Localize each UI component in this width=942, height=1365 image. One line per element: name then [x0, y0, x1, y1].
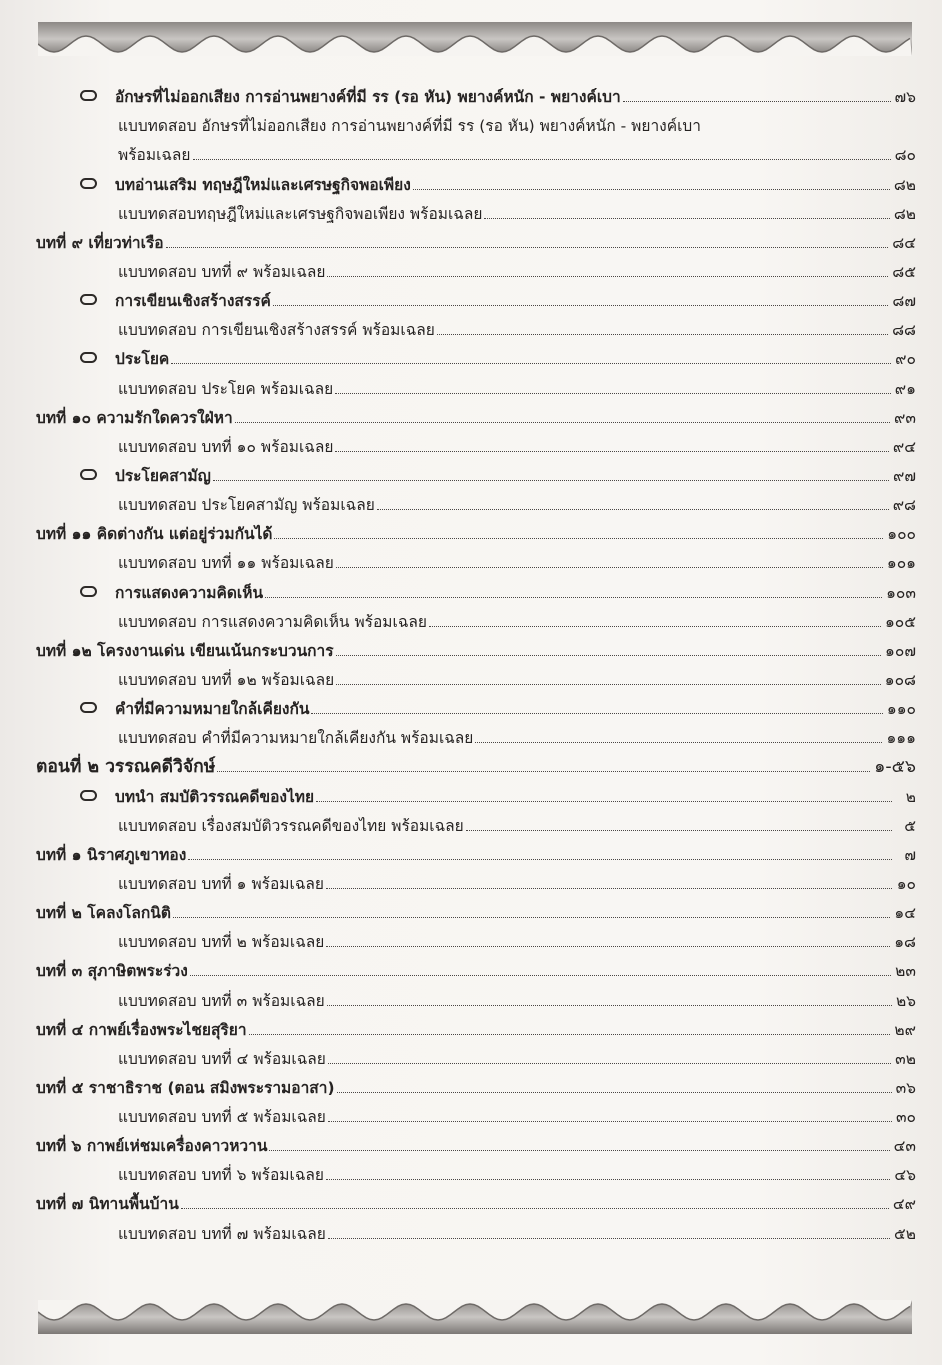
entry-label: บทที่ ๑ นิราศภูเขาทอง: [36, 845, 187, 864]
toc-entry-test: [36, 1042, 916, 1071]
entry-title: [36, 962, 188, 983]
entry-title: [118, 321, 435, 342]
dot-leader: [249, 1033, 891, 1035]
entry-title: [118, 875, 324, 896]
entry-label: บทที่ ๙ เที่ยวท่าเรือ: [36, 233, 164, 252]
entry-title: [118, 671, 334, 692]
dot-leader: [213, 479, 889, 481]
page-number: ๒๓: [895, 962, 916, 981]
toc-entry-test: [36, 546, 916, 575]
entry-title: [118, 992, 325, 1013]
entry-label: แบบทดสอบ บทที่ ๒ พร้อมเฉลย: [118, 933, 325, 952]
dot-leader: [336, 654, 881, 656]
entry-title: [80, 700, 309, 721]
dot-leader: [328, 1062, 891, 1064]
entry-label: แบบทดสอบ การเขียนเชิงสร้างสรรค์ พร้อมเฉลย: [118, 321, 435, 340]
page-number: ๗๖: [894, 88, 916, 107]
toc-entry-chapter: [36, 838, 916, 867]
entry-label: แบบทดสอบ บทที่ ๑๑ พร้อมเฉลย: [118, 554, 334, 573]
entry-label: แบบทดสอบ บทที่ ๑๐ พร้อมเฉลย: [118, 437, 334, 456]
entry-title: [80, 176, 411, 197]
page-number: ๔๖: [894, 1166, 916, 1185]
page-number: ๓๐: [895, 1108, 916, 1127]
dot-leader: [377, 508, 889, 510]
dot-leader: [181, 1207, 889, 1209]
bullet-icon: [80, 702, 97, 713]
page-number: ๑๘: [894, 933, 916, 952]
bullet-icon: [80, 352, 97, 363]
toc-entry-topic: [36, 692, 916, 721]
entry-label: บทที่ ๑๑ คิดต่างกัน แต่อยู่ร่วมกันได้: [36, 525, 273, 544]
toc-entry-chapter: [36, 401, 916, 430]
entry-label: บทที่ ๗ นิทานพื้นบ้าน: [36, 1195, 179, 1214]
page-number: ๑๐๘: [884, 670, 916, 689]
entry-label: แบบทดสอบ บทที่ ๖ พร้อมเฉลย: [118, 1166, 324, 1185]
entry-label: ประโยค: [115, 350, 170, 369]
entry-title: [118, 933, 324, 954]
entry-title: [118, 729, 473, 750]
entry-label: แบบทดสอบ บทที่ ๕ พร้อมเฉลย: [118, 1108, 326, 1127]
dot-leader: [327, 275, 888, 277]
toc-entry-chapter: [36, 634, 916, 663]
page-number: ๑๐๓: [886, 583, 916, 602]
toc-entry-test: [36, 925, 916, 954]
entry-title: [36, 525, 272, 546]
toc-entry-topic: [36, 779, 916, 808]
toc-entry-chapter: [36, 226, 916, 255]
dot-leader: [265, 596, 882, 598]
entry-title: [80, 292, 271, 313]
entry-title: [118, 205, 482, 226]
entry-label: แบบทดสอบ คำที่มีความหมายใกล้เคียงกัน พร้อมเฉลย: [118, 729, 474, 748]
dot-leader: [437, 333, 888, 335]
entry-label: บทอ่านเสริม ทฤษฎีใหม่และเศรษฐกิจพอเพียง: [115, 175, 411, 194]
entry-title: [80, 584, 263, 605]
dot-leader: [326, 1178, 890, 1180]
dot-leader: [484, 217, 889, 219]
bullet-icon: [80, 178, 97, 189]
table-of-contents: [36, 80, 916, 1246]
toc-entry-chapter: [36, 896, 916, 925]
dot-leader: [327, 1004, 892, 1006]
entry-label: บทที่ ๓ สุภาษิตพระร่วง: [36, 962, 188, 981]
page-number: ๗: [904, 845, 916, 864]
page-number: ๘๒: [893, 175, 916, 194]
dot-leader: [269, 1149, 889, 1151]
toc-entry-part: [36, 750, 916, 779]
dot-leader: [328, 1237, 890, 1239]
entry-title: [80, 467, 211, 488]
dot-leader: [336, 683, 881, 685]
dot-leader: [328, 1120, 892, 1122]
entry-label: แบบทดสอบ บทที่ ๑๒ พร้อมเฉลย: [118, 670, 335, 689]
bullet-icon: [80, 469, 97, 480]
page-number: ๑-๕๖: [874, 757, 916, 778]
dot-leader: [336, 566, 883, 568]
page-number: ๘๔: [892, 233, 916, 252]
page-number: ๑๐๕: [884, 612, 916, 631]
page-number: ๑๐๑: [886, 554, 916, 573]
entry-label: แบบทดสอบ บทที่ ๓ พร้อมเฉลย: [118, 991, 325, 1010]
entry-label: ประโยคสามัญ: [115, 466, 211, 485]
page-number: ๙๗: [892, 466, 916, 485]
entry-label: การเขียนเชิงสร้างสรรค์: [115, 292, 271, 311]
entry-title: [36, 642, 334, 663]
entry-title: [118, 1050, 326, 1071]
entry-title: [36, 1079, 335, 1100]
toc-entry-test: [36, 867, 916, 896]
dot-leader: [316, 800, 892, 802]
toc-entry-chapter: [36, 1013, 916, 1042]
bullet-icon: [80, 90, 97, 101]
page-number: ๒๙: [894, 1020, 916, 1039]
entry-title: [36, 758, 215, 779]
entry-title: [118, 1166, 324, 1187]
toc-entry-test: [36, 1158, 916, 1187]
toc-entry-chapter: [36, 517, 916, 546]
dot-leader: [188, 858, 892, 860]
bullet-icon: [80, 586, 97, 597]
page-number: ๔๙: [892, 1195, 916, 1214]
entry-label: แบบทดสอบทฤษฎีใหม่และเศรษฐกิจพอเพียง พร้อมเฉลย: [118, 204, 483, 223]
entry-title: [118, 380, 333, 401]
toc-entry-test: [36, 605, 916, 634]
page-number: ๓๒: [895, 1049, 916, 1068]
page-number: ๙๐: [895, 350, 916, 369]
toc-entry-topic: [36, 459, 916, 488]
page-number: ๙๘: [892, 496, 916, 515]
dot-leader: [326, 887, 892, 889]
entry-title: [80, 788, 314, 809]
page-number: ๑๐๐: [887, 525, 916, 544]
dot-leader: [429, 625, 881, 627]
entry-label: แบบทดสอบ ประโยคสามัญ พร้อมเฉลย: [118, 496, 375, 515]
entry-label: บทที่ ๑๒ โครงงานเด่น เขียนเน้นกระบวนการ: [36, 641, 334, 660]
entry-label: แบบทดสอบ บทที่ ๑ พร้อมเฉลย: [118, 874, 324, 893]
page-number: ๘๐: [894, 146, 916, 165]
page-number: ๓๖: [895, 1078, 916, 1097]
toc-entry-topic: [36, 342, 916, 371]
dot-leader: [311, 712, 882, 714]
page-number: ๙๓: [894, 408, 916, 427]
page-number: ๔๓: [893, 1137, 916, 1156]
dot-leader: [623, 100, 891, 102]
page-number: ๒๖: [895, 991, 916, 1010]
page-number: ๘๒: [893, 204, 916, 223]
entry-label: แบบทดสอบ ประโยค พร้อมเฉลย: [118, 379, 334, 398]
dot-leader: [171, 362, 891, 364]
dot-leader: [466, 829, 892, 831]
entry-label: บทที่ ๑๐ ความรักใดควรใฝ่หา: [36, 408, 233, 427]
entry-title: [118, 1225, 326, 1246]
toc-entry-test: [36, 983, 916, 1012]
entry-label: คำที่มีความหมายใกล้เคียงกัน: [115, 700, 310, 719]
page-number: ๘๗: [892, 292, 916, 311]
entry-title: [118, 1108, 326, 1129]
entry-title: [36, 846, 186, 867]
page-number: ๑๐: [896, 874, 916, 893]
toc-entry-topic: [36, 80, 916, 109]
dot-leader: [335, 450, 888, 452]
page-number: ๙๑: [894, 379, 916, 398]
dot-leader: [337, 1091, 892, 1093]
entry-title: [36, 1195, 179, 1216]
entry-label: แบบทดสอบ เรื่องสมบัติวรรณคดีของไทย พร้อมเฉลย: [118, 816, 464, 835]
entry-label: แบบทดสอบ บทที่ ๔ พร้อมเฉลย: [118, 1049, 326, 1068]
entry-title: [36, 234, 164, 255]
toc-entry-chapter: [36, 954, 916, 983]
page-number: ๘๘: [892, 321, 916, 340]
entry-label: บทที่ ๖ กาพย์เห่ชมเครื่องคาวหวาน: [36, 1137, 268, 1156]
toc-entry-test: [36, 1100, 916, 1129]
entry-title: [36, 904, 171, 925]
toc-entry-test: [36, 809, 916, 838]
entry-label: แบบทดสอบ อักษรที่ไม่ออกเสียง การอ่านพยางค์ที่มี รร (รอ หัน) พยางค์หนัก - พยางค์เบา: [118, 117, 701, 136]
entry-title: [118, 146, 191, 167]
dot-leader: [475, 741, 882, 743]
entry-title: [36, 1021, 247, 1042]
toc-entry-test: [36, 1216, 916, 1245]
dot-leader: [703, 130, 892, 131]
toc-entry-test: [36, 371, 916, 400]
toc-entry-test: [36, 721, 916, 750]
toc-entry-test: [36, 488, 916, 517]
entry-title: [36, 1137, 267, 1158]
entry-title: [118, 496, 375, 517]
top-decorative-border: [38, 22, 912, 56]
dot-leader: [173, 916, 891, 918]
page-number: ๑๐๗: [885, 641, 916, 660]
dot-leader: [193, 158, 891, 160]
toc-entry-test: [36, 313, 916, 342]
entry-label: แบบทดสอบ บทที่ ๗ พร้อมเฉลย: [118, 1224, 326, 1243]
toc-entry-topic: [36, 284, 916, 313]
toc-entry-topic: [36, 167, 916, 196]
page-number: ๑๑๑: [886, 729, 916, 748]
dot-leader: [217, 770, 870, 772]
dot-leader: [274, 537, 883, 539]
dot-leader: [235, 421, 890, 423]
entry-title: [118, 613, 427, 634]
dot-leader: [335, 392, 891, 394]
entry-title: [36, 409, 233, 430]
toc-entry-test: [36, 663, 916, 692]
entry-label: อักษรที่ไม่ออกเสียง การอ่านพยางค์ที่มี รร (รอ หัน) พยางค์หนัก - พยางค์เบา: [115, 88, 621, 107]
dot-leader: [273, 304, 888, 306]
entry-title: [118, 263, 325, 284]
bullet-icon: [80, 294, 97, 305]
entry-label: การแสดงความคิดเห็น: [115, 583, 264, 602]
entry-title: [118, 817, 464, 838]
dot-leader: [413, 188, 890, 190]
toc-entry-test: [36, 255, 916, 284]
bullet-icon: [80, 790, 97, 801]
page-number: ๑๔: [894, 904, 916, 923]
toc-entry-test: [36, 138, 916, 167]
entry-label: บทนำ สมบัติวรรณคดีของไทย: [115, 787, 315, 806]
entry-title: [118, 554, 334, 575]
entry-label: บทที่ ๕ ราชาธิราช (ตอน สมิงพระรามอาสา): [36, 1078, 335, 1097]
page-number: ๘๕: [892, 262, 916, 281]
entry-label: บทที่ ๒ โคลงโลกนิติ: [36, 904, 171, 923]
toc-entry-chapter: [36, 1129, 916, 1158]
page-number: ๕: [904, 816, 916, 835]
entry-title: [80, 88, 621, 109]
page-number: ๙๔: [892, 437, 916, 456]
entry-label: พร้อมเฉลย: [118, 146, 191, 165]
dot-leader: [190, 974, 891, 976]
toc-entry-test: [36, 109, 916, 138]
toc-entry-test: [36, 197, 916, 226]
page-number: ๕๒: [894, 1224, 916, 1243]
entry-label: บทที่ ๔ กาพย์เรื่องพระไชยสุริยา: [36, 1020, 247, 1039]
entry-title: [118, 438, 333, 459]
toc-entry-test: [36, 430, 916, 459]
entry-label: แบบทดสอบ การแสดงความคิดเห็น พร้อมเฉลย: [118, 612, 427, 631]
toc-entry-topic: [36, 575, 916, 604]
entry-title: [80, 350, 169, 371]
dot-leader: [166, 246, 889, 248]
toc-entry-chapter: [36, 1187, 916, 1216]
bottom-decorative-border: [38, 1300, 912, 1334]
entry-label: ตอนที่ ๒ วรรณคดีวิจักษ์: [36, 757, 216, 778]
page-number: ๒: [905, 787, 916, 806]
entry-label: แบบทดสอบ บทที่ ๙ พร้อมเฉลย: [118, 262, 326, 281]
entry-title: [118, 117, 701, 138]
toc-entry-chapter: [36, 1071, 916, 1100]
dot-leader: [326, 945, 890, 947]
page-number: ๑๑๐: [886, 700, 916, 719]
